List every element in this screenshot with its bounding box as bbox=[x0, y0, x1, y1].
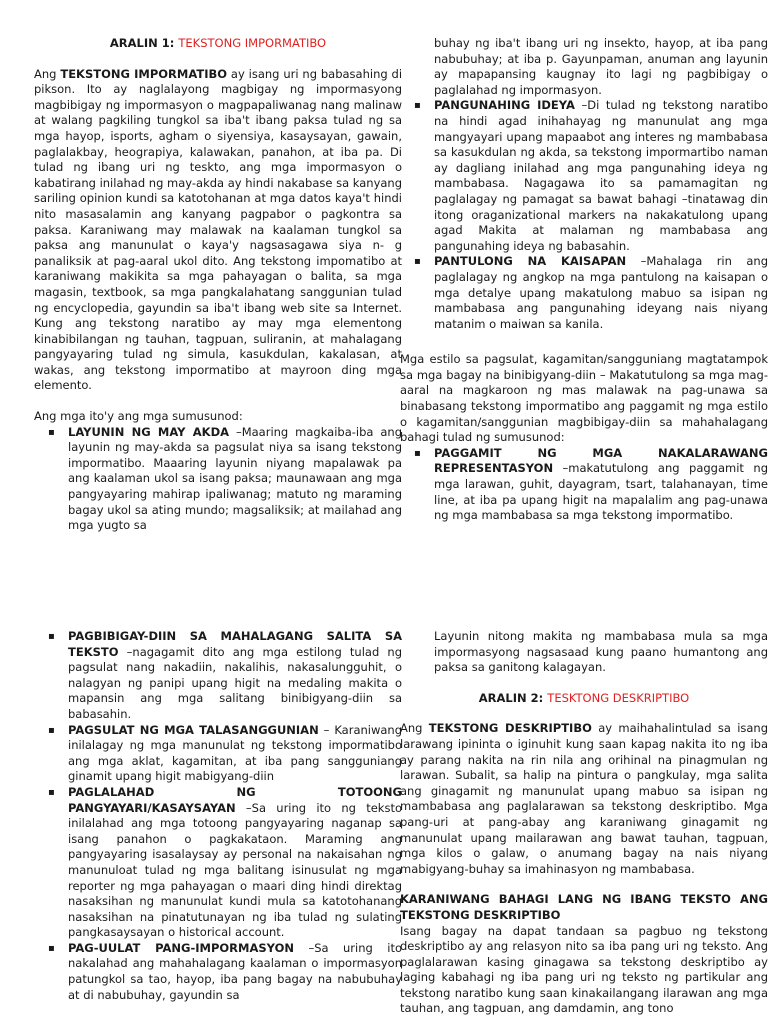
bottom-right-column bbox=[400, 629, 768, 1017]
lesson-2-title bbox=[400, 691, 768, 707]
styles-list-cont bbox=[34, 629, 402, 1003]
lesson-1-topic: TEKSTONG IMPORMATIBO bbox=[178, 36, 327, 50]
bullet-term: PAGSULAT NG MGA TALASANGGUNIAN bbox=[68, 722, 319, 737]
continuation-text: buhay ng iba't ibang uri ng insekto, hayop, at iba pang nabubuhay; at iba p. Gayunpaman, anuman ang layunin ay mapapansing kaugnay ito lagi ng pagbibigay o paglalahad ng impormasyon. bbox=[434, 36, 768, 97]
intro-term: TEKSTONG DESKRIPTIBO bbox=[428, 721, 592, 736]
list-item bbox=[68, 785, 402, 941]
bullet-text: – Karaniwang inilalagay ng mga manunulat ng tekstong impormatibo ang mga aklat, kagamitan, at iba pang sangguniang ginamit upang higit mabigyang-diin bbox=[68, 722, 403, 784]
continuation-text: Layunin nitong makita ng mambabasa mula sa mga impormasyong nagsasaad kung paano humantong ang paksa sa ganitong kalagayan. bbox=[434, 629, 768, 675]
intro-lead: Ang bbox=[34, 66, 57, 81]
list-item bbox=[434, 446, 768, 524]
bullet-text: –Maaring magkaiba-iba ang layunin ng may-akda sa pagsulat niya sa isang tekstong impormatibo. Maaaring layunin niyang mapalawak pa ang kaalaman ukol sa isang paksa; maunawaan ang mga pangyayaring mahirap ipaliwanag; matuto ng maraming bagay ukol sa ating mundo; magsaliksik; at mailahad ang mga yugto sa bbox=[68, 424, 402, 533]
lesson-2-label: ARALIN 2: bbox=[478, 690, 544, 705]
bottom-left-column bbox=[34, 629, 402, 1003]
section-heading: KARANIWANG BAHAGI LANG NG IBANG TEKSTO ANG TEKSTONG DESKRIPTIBO bbox=[400, 892, 768, 922]
intro-term: TEKSTONG IMPORMATIBO bbox=[60, 66, 228, 81]
bullet-term: PANGUNAHING IDEYA bbox=[434, 98, 575, 113]
list-intro: Ang mga ito'y ang mga sumusunod: bbox=[34, 409, 243, 424]
bullet-term: PAGLALAHAD NG TOTOONG PANGYAYARI/KASAYSAYAN bbox=[68, 784, 402, 815]
bullet-term: PAGGAMIT NG MGA NAKALARAWANG REPRESENTASYON bbox=[434, 445, 768, 476]
lesson-2-topic: TESKTONG DESKRIPTIBO bbox=[547, 690, 690, 705]
intro-body: ay isang uri ng babasahing di pikson. Ito ay naglalayong magbigay ng impormasyong magbibigay ng impormasyon o magpapaliwanag nang malinaw at walang pagkiling tungkol sa iba't ibang paksa tulad ng sa mga hayop, isports, agham o siyensiya, kasaysayan, gawain, paglalakbay, heograpiya, kalawakan, panahon, at iba pa. Di tulad ng ibang uri ng teskto, ang mga impormasyon o kabatirang inilahad ng may-akda ay hindi nakabase sa kanyang sariling opinion kundi sa katotohanan at mga datos kaya't hindi nito masasalamin ang kanyang pagpabor o pagkontra sa paksa. Karaniwang may malawak na kaalaman tungkol sa paksa ang manunulat o kaya'y nagsasagawa siya n- g panaliksik at pag-aaral ukol dito. Ang tekstong impomatibo at karaniwang makikita sa mga pahayagan o balita, sa mga magasin, textbook, sa mga pangkalahatang sanggunian tulad ng encyclopedia, gayundin sa iba't ibang web site sa Internet. Kung ang tekstong naratibo ay may mga elementong kinabibilangan ng tauhan, tagpuan, suliranin, at mahalagang pangyayaring tulad ng simula, kasukdulan, kakalasan, at wakas, ang tekstong impormatibo at mayroon ding mga elemento. bbox=[34, 66, 403, 393]
bullet-term: PAG-UULAT PANG-IMPORMASYON bbox=[68, 940, 294, 955]
list-item bbox=[68, 941, 402, 1003]
bullet-text: –makatutulong ang paggamit ng mga larawan, guhit, dayagram, tsart, talahanayan, time line, at iba pa upang higit na mapalalim ang pag-unawa ng mga mambabasa sa mga tekstong impormatibo. bbox=[434, 461, 768, 523]
list-item bbox=[434, 254, 768, 332]
intro-body: ay maihahalintulad sa isang larawang ipininta o iginuhit kung saan kapag nakita ito ng iba ay parang nakita na rin nila ang orihinal na pinagmulan ng larawan. Subalit, sa halip na pintura o pangkulay, mga salita ang ginagamit ng manunulat upang mabuo sa isipan ng mambabasa ang paglalarawan sa tekstong deskriptibo. Mga pang-uri at pang-abay ang karaniwang ginagamit ng manunulat upang mailarawan ang bawat tauhan, tagpuan, mga kilos o galaw, o anumang bagay na nais niyang mabigyang-buhay sa imahinasyon ng mambabasa. bbox=[400, 721, 768, 876]
styles-list bbox=[400, 446, 768, 524]
top-left-column bbox=[34, 36, 402, 534]
intro-lead: Ang bbox=[400, 721, 423, 736]
relation-paragraph: Isang bagay na dapat tandaan sa pagbuo ng tekstong deskriptibo ay ang relasyon nito sa iba pang uri ng teksto. Ang paglalarawan kasing ginagawa sa tekstong deskriptibo ay laging kabahagi ng iba pang uri ng teksto ng partikular ang tekstong naratibo kung saan kinakailangang ilarawan ang mga tauhan, ang tagpuan, ang damdamin, ang tono bbox=[400, 923, 768, 1016]
intro-paragraph bbox=[34, 67, 402, 394]
bullet-text: –Sa uring ito nakalahad ang mahahalagang kaalaman o impormasyon patungkol sa tao, hayop, iba pang bagay na nabubuhay at di nabubuhay, gayundin sa bbox=[68, 940, 403, 1002]
lesson-1-label: ARALIN 1: bbox=[109, 36, 175, 50]
styles-paragraph: Mga estilo sa pagsulat, kagamitan/sangguniang magtatampok sa mga bagay na binibigyang-diin – Makatutulong sa mga mag-aaral na magkaroon ng mas malawak na pag-unawa sa binabasang tekstong impormatibo ang paggamit ng mga estilo o kagamitan/sanggunian magbibigay-diin sa mahahalagang bahagi tulad ng sumusunod: bbox=[400, 352, 768, 445]
elements-list-cont bbox=[400, 98, 768, 332]
descriptive-intro bbox=[400, 721, 768, 877]
list-item bbox=[68, 425, 402, 534]
lesson-1-title bbox=[34, 36, 402, 52]
bullet-text: –Mahalaga rin ang paglalagay ng angkop na mga pantulong na kaisapan o mga detalye upang makatulong mabuo sa isipan ng mambabasa ang pangunahing ideyang nais niyang matanim o maiwan sa kanila. bbox=[434, 254, 768, 331]
bullet-term: PAGBIBIGAY-DIIN SA MAHALAGANG SALITA SA TEKSTO bbox=[68, 629, 402, 659]
bullet-text: –Di tulad ng tekstong naratibo na hindi agad inihahayag ng manunulat ang mga mangyayari upang mapaabot ang interes ng mambabasa sa kasukdulan ng akda, sa tekstong impormartibo naman ay dagliang inilahad ang mga pangunahing ideya ng mambabasa. Nagagawa ito sa pamamagitan ng paglalagay ng pamagat sa bawat bahagi –tinatawag din itong oraganizational markers na nakakatulong upang agad Makita at malaman ng mambabasa ang pangunahing ideya ng babasahin. bbox=[434, 98, 768, 253]
elements-list bbox=[34, 425, 402, 534]
list-item bbox=[68, 723, 402, 785]
bullet-text: –nagagamit dito ang mga estilong tulad ng pagsulat nang nakadiin, nakalihis, nakasalungguhit, o nalagyan ng panipi upang higit na medaling makita o mapansin ang mga salitang binibigyang-diin sa babasahin. bbox=[68, 644, 402, 721]
list-item bbox=[68, 629, 402, 723]
top-right-column bbox=[400, 36, 768, 524]
bullet-term: PANTULONG NA KAISAPAN bbox=[434, 254, 627, 269]
list-item bbox=[434, 98, 768, 254]
bullet-text: –Sa uring ito ng teksto inilalahad ang mga totoong pangyayaring naganap sa isang panahon o pagkakataon. Maraming ang pangyayaring isasalaysay ay personal na nakaisahan ng manunuloat tulad ng mga balitang isinusulat ng mga reporter ng mga pahayagan o maari ding hindi direktag nasaksihan ng manunulat kundi mula sa katotohanang nasaksihan na pinatutunayan ng iba tulad ng sulating pangkasaysayan o historical account. bbox=[68, 800, 402, 940]
bullet-term: LAYUNIN NG MAY AKDA bbox=[68, 424, 230, 439]
